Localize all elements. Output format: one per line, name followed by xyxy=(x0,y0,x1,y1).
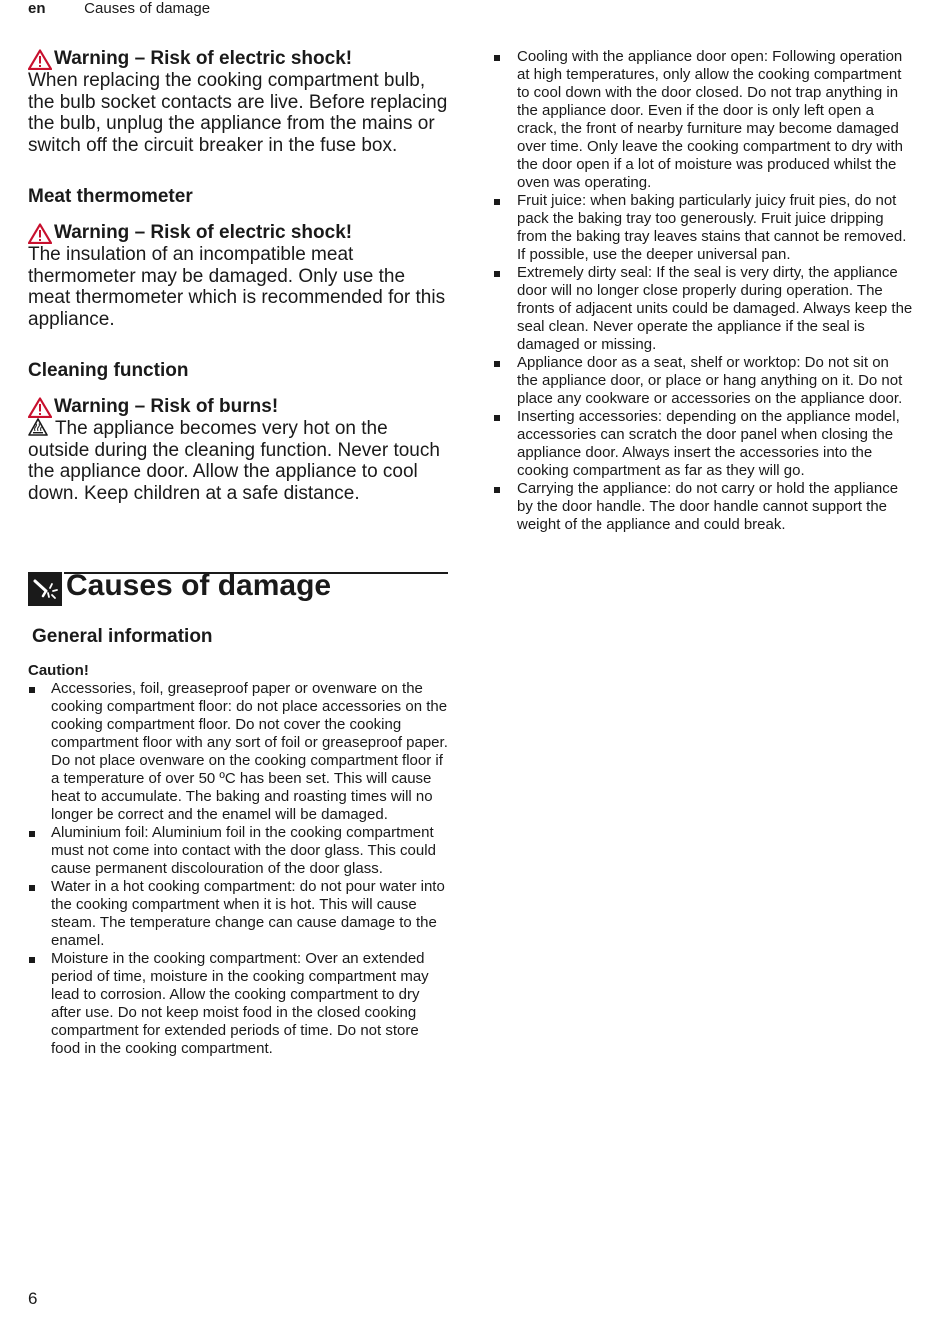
list-item: Aluminium foil: Aluminium foil in the cooking compartment must not come into contact with the door glass. This could cause permanent discolouration of the door glass. xyxy=(28,824,448,878)
warning-title: Warning – Risk of electric shock! xyxy=(54,222,353,243)
list-item: Fruit juice: when baking particularly juicy fruit pies, do not pack the baking tray too generously. Fruit juice dripping from the baking tray leaves stains that cannot be removed. If possible, use the deeper universal pan. xyxy=(493,192,913,264)
list-item: Moisture in the cooking compartment: Over an extended period of time, moisture in the cooking compartment may lead to corrosion. Allow the cooking compartment to dry after use. Do not keep moist food in the closed cooking compartment for extended periods of time. Do not store food in the cooking compartment. xyxy=(28,950,448,1058)
warning-text: When replacing the cooking compartment bulb, the bulb socket contacts are live. Before replacing the bulb, unplug the appliance from the mains or switch off the circuit breaker in the fuse box. xyxy=(28,70,448,156)
bullet xyxy=(494,55,500,61)
section-heading-meat-thermometer: Meat thermometer xyxy=(28,186,193,207)
list-item: Accessories, foil, greaseproof paper or ovenware on the cooking compartment floor: do not place accessories on the cooking compartment floor. Do not cover the cooking compartment floor with any sort of foil or greaseproof paper. Do not place ovenware on the cooking compartment floor if a temperature of over 50 ºC has been set. This will cause heat to accumulate. The baking and roasting times will no longer be correct and the enamel will be damaged. xyxy=(28,680,448,824)
list-item: Water in a hot cooking compartment: do not pour water into the cooking compartment when it is hot. This will cause steam. The temperature change can cause damage to the enamel. xyxy=(28,878,448,950)
warning-title: Warning – Risk of electric shock! xyxy=(54,48,353,69)
warning-electric-shock-bulb xyxy=(28,48,448,156)
list-item: Cooling with the appliance door open: Following operation at high temperatures, only allow the cooking compartment to cool down with the door closed. Do not trap anything in the appliance door. Even if the door is only left open a crack, the front of nearby furniture may become damaged over time. Only leave the cooking compartment to dry with the door open if a lot of moisture was produced whilst the oven was operating. xyxy=(493,48,913,192)
warning-risk-of-burns xyxy=(28,396,448,504)
page-number: 6 xyxy=(28,1289,38,1308)
section-heading-cleaning-function: Cleaning function xyxy=(28,360,189,381)
warning-triangle-icon xyxy=(28,397,52,418)
warning-triangle-icon xyxy=(28,49,52,70)
bullet xyxy=(29,687,35,693)
header-section: Causes of damage xyxy=(84,0,211,17)
chapter-heading xyxy=(28,560,448,604)
warning-triangle-icon xyxy=(28,223,52,244)
chapter-title: Causes of damage xyxy=(66,569,332,602)
warning-text: The appliance becomes very hot on the outside during the cleaning function. Never touch the appliance door. Allow the appliance to cool down. Keep children at a safe distance. xyxy=(28,418,440,504)
right-column xyxy=(493,48,913,534)
section-heading-general-information: General information xyxy=(32,626,213,647)
damage-icon xyxy=(28,572,62,606)
page-header xyxy=(28,0,210,18)
bullet xyxy=(494,361,500,367)
bullet xyxy=(494,487,500,493)
list-item: Inserting accessories: depending on the appliance model, accessories can scratch the door panel when closing the appliance door. Always insert the accessories into the cooking compartment as far as they will go. xyxy=(493,408,913,480)
language-code: en xyxy=(28,0,46,17)
bullet xyxy=(29,885,35,891)
bullet xyxy=(29,957,35,963)
caution-list-right xyxy=(493,48,913,534)
bullet xyxy=(494,199,500,205)
bullet xyxy=(494,415,500,421)
caution-list-left xyxy=(28,680,448,1058)
list-item: Extremely dirty seal: If the seal is very dirty, the appliance door will no longer close properly during operation. The fronts of adjacent units could be damaged. Always keep the seal clean. Never operate the appliance if the seal is damaged or missing. xyxy=(493,264,913,354)
list-item: Carrying the appliance: do not carry or hold the appliance by the door handle. The door handle cannot support the weight of the appliance and could break. xyxy=(493,480,913,534)
left-column xyxy=(28,48,448,1058)
warning-electric-shock-thermometer xyxy=(28,222,448,330)
warning-title: Warning – Risk of burns! xyxy=(54,396,279,417)
warning-text: The insulation of an incompatible meat thermometer may be damaged. Only use the meat thermometer which is recommended for this appliance. xyxy=(28,244,446,330)
bullet xyxy=(29,831,35,837)
hot-surface-icon xyxy=(28,418,48,436)
bullet xyxy=(494,271,500,277)
list-item: Appliance door as a seat, shelf or worktop: Do not sit on the appliance door, or place or hang anything on it. Do not place any cookware or accessories on the appliance door. xyxy=(493,354,913,408)
caution-label: Caution! xyxy=(28,662,89,679)
